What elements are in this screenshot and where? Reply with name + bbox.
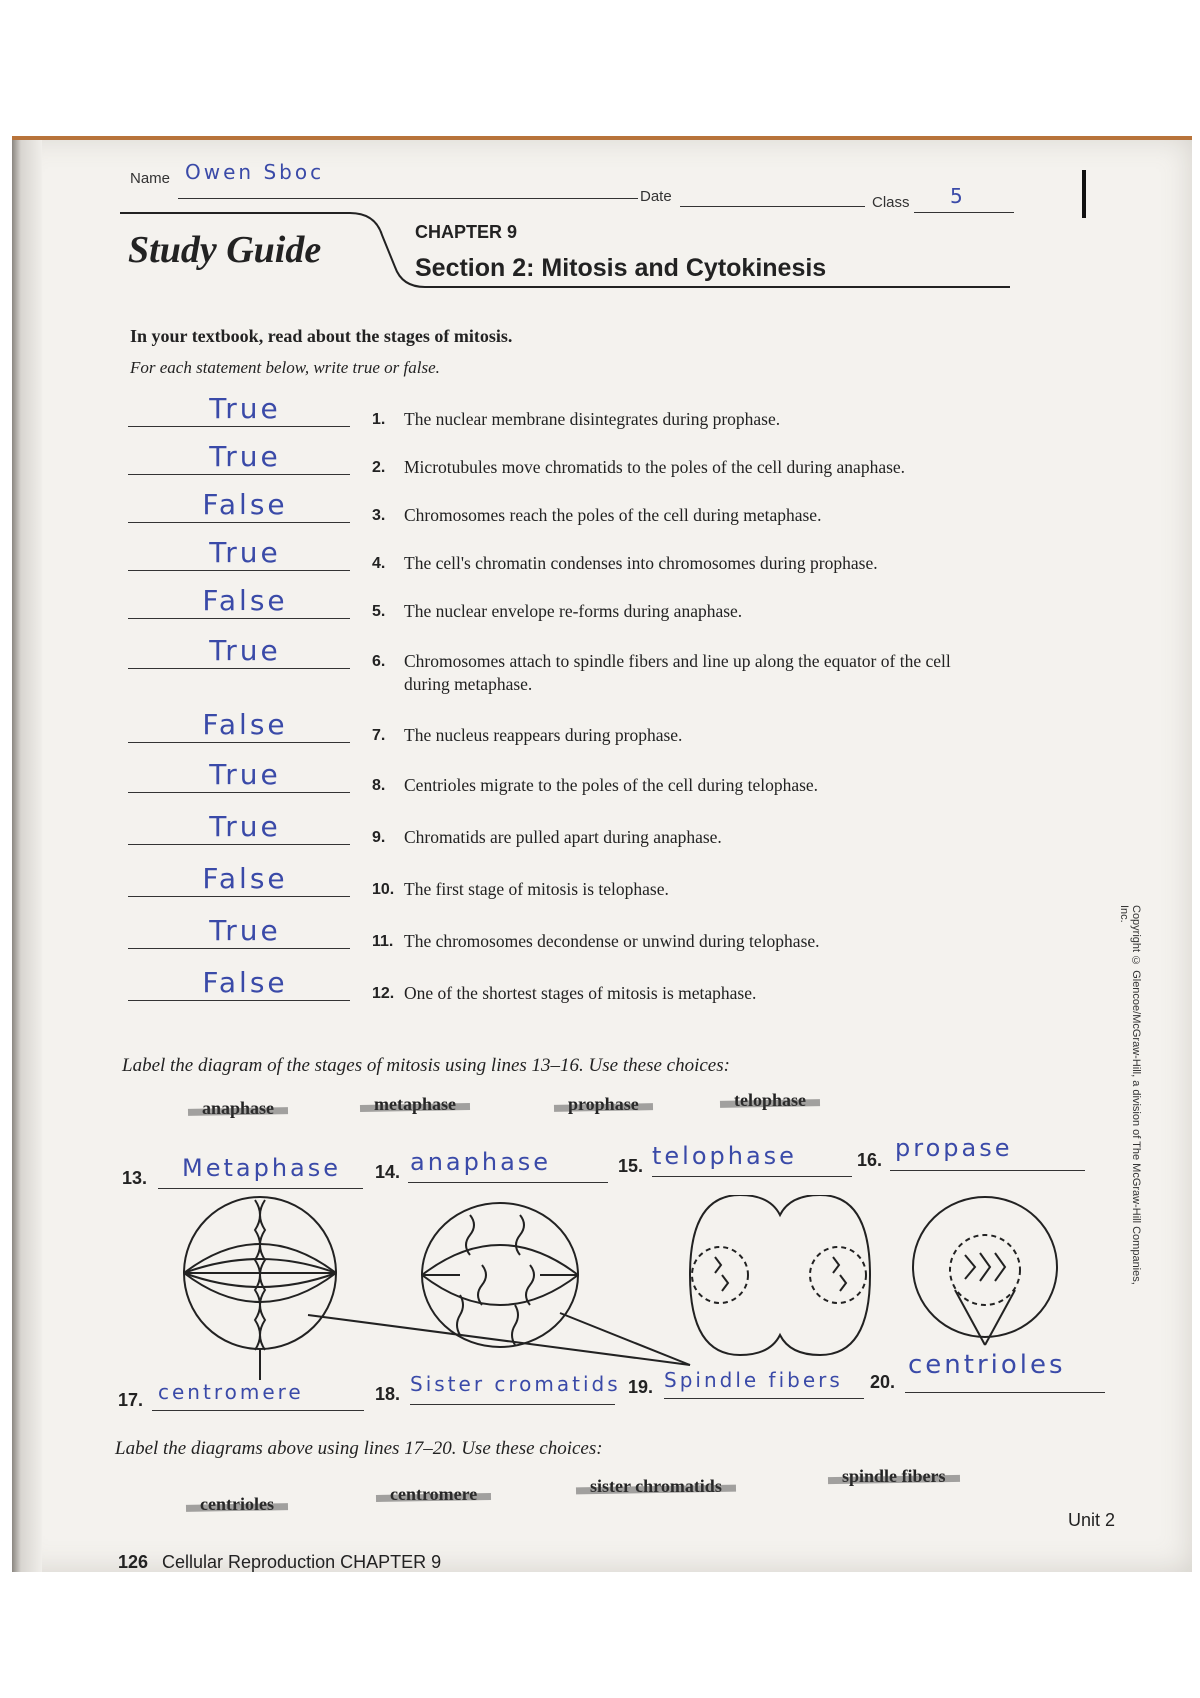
question-2 <box>372 456 992 479</box>
label-13-number: 13. <box>122 1168 148 1188</box>
question-text: Chromatids are pulled apart during anaphase. <box>404 827 722 847</box>
answer-line <box>128 742 350 743</box>
question-number: 12. <box>372 985 395 1002</box>
question-5 <box>372 600 992 623</box>
label-20-answer[interactable]: centrioles <box>908 1350 1066 1380</box>
label-16-answer[interactable]: propase <box>895 1134 1013 1162</box>
question-text: The first stage of mitosis is telophase. <box>404 879 669 899</box>
answer-line <box>128 1000 350 1001</box>
choice-telophase: telophase <box>728 1090 812 1111</box>
answer-line <box>128 792 350 793</box>
anaphase-cell-diagram <box>308 1203 690 1365</box>
question-8 <box>372 774 992 797</box>
label-15-answer[interactable]: telophase <box>652 1142 797 1170</box>
section-title: Section 2: Mitosis and Cytokinesis <box>415 254 827 282</box>
question-text: The nuclear membrane disintegrates during prophase. <box>404 409 781 429</box>
copyright-notice: Copyright © Glencoe/McGraw-Hill, a division of The McGraw-Hill Companies, Inc. <box>1118 905 1142 1285</box>
question-1 <box>372 408 992 431</box>
label-19-answer[interactable]: Spindle fibers <box>664 1368 843 1392</box>
label-17-answer[interactable]: centromere <box>158 1380 304 1404</box>
question-text: Chromosomes reach the poles of the cell during metaphase. <box>404 505 822 525</box>
name-line <box>178 198 638 199</box>
choice-spindle-fibers: spindle fibers <box>836 1466 952 1487</box>
answer-line <box>128 426 350 427</box>
question-10 <box>372 878 992 901</box>
question-number: 4. <box>372 555 386 572</box>
label-16-line <box>890 1170 1085 1171</box>
label-13-answer[interactable]: Metaphase <box>182 1154 342 1182</box>
true-false-instruction: For each statement below, write true or false. <box>130 358 440 377</box>
answer-5[interactable]: False <box>202 584 288 617</box>
label-18-answer[interactable]: Sister cromatids <box>410 1372 621 1396</box>
answer-line <box>128 618 350 619</box>
name-value[interactable]: Owen Sboc <box>185 160 325 184</box>
question-number: 9. <box>372 829 386 846</box>
answer-line <box>128 474 350 475</box>
choice-metaphase: metaphase <box>368 1094 462 1115</box>
label-19-line <box>664 1398 864 1399</box>
question-4 <box>372 552 992 575</box>
question-number: 2. <box>372 459 386 476</box>
answer-line <box>128 570 350 571</box>
question-3 <box>372 504 992 527</box>
choice-anaphase: anaphase <box>196 1098 280 1119</box>
question-text: Microtubules move chromatids to the poles of the cell during anaphase. <box>404 457 906 477</box>
answer-12[interactable]: False <box>202 966 288 999</box>
question-text: Chromosomes attach to spindle fibers and line up along the equator of the cell during metaphase. <box>404 651 951 694</box>
question-7 <box>372 724 992 747</box>
label-13-line <box>158 1188 363 1189</box>
answer-2[interactable]: True <box>209 440 281 473</box>
label-18-number: 18. <box>375 1384 401 1404</box>
corner-mark <box>1082 170 1086 218</box>
question-text: Centrioles migrate to the poles of the cell during telophase. <box>404 775 819 795</box>
name-label: Name <box>130 170 171 187</box>
answer-7[interactable]: False <box>202 708 288 741</box>
label-18-line <box>410 1404 615 1405</box>
question-text: The nuclear envelope re-forms during anaphase. <box>404 601 743 621</box>
question-number: 8. <box>372 777 386 794</box>
answer-line <box>128 522 350 523</box>
chapter-label: CHAPTER 9 <box>415 222 518 242</box>
reading-instruction: In your textbook, read about the stages of mitosis. <box>130 326 513 346</box>
question-number: 10. <box>372 881 395 898</box>
answer-line <box>128 668 350 669</box>
question-11 <box>372 930 992 953</box>
parts-instruction: Label the diagrams above using lines 17–20. Use these choices: <box>115 1438 603 1459</box>
question-9 <box>372 826 992 849</box>
diagram-instruction: Label the diagram of the stages of mitosis using lines 13–16. Use these choices: <box>122 1055 730 1076</box>
running-title: Cellular Reproduction CHAPTER 9 <box>162 1552 442 1572</box>
question-number: 11. <box>372 933 394 950</box>
label-16-number: 16. <box>857 1150 883 1170</box>
page-top-edge <box>12 136 1192 140</box>
label-14-line <box>408 1182 608 1183</box>
question-number: 3. <box>372 507 386 524</box>
question-text: One of the shortest stages of mitosis is metaphase. <box>404 983 757 1003</box>
question-number: 7. <box>372 727 386 744</box>
question-text: The nucleus reappears during prophase. <box>404 725 683 745</box>
question-6 <box>372 650 992 696</box>
question-number: 5. <box>372 603 386 620</box>
answer-1[interactable]: True <box>209 392 281 425</box>
class-label: Class <box>872 194 910 211</box>
date-label: Date <box>640 188 672 205</box>
label-14-number: 14. <box>375 1162 401 1182</box>
class-value[interactable]: 5 <box>950 184 966 208</box>
answer-6[interactable]: True <box>209 634 281 667</box>
question-number: 6. <box>372 653 386 670</box>
telophase-cell-diagram <box>690 1195 870 1355</box>
label-17-line <box>152 1410 364 1411</box>
question-text: The chromosomes decondense or unwind during telophase. <box>404 931 820 951</box>
question-12 <box>372 982 992 1005</box>
question-number: 1. <box>372 411 386 428</box>
study-guide-title: Study Guide <box>128 229 322 271</box>
answer-8[interactable]: True <box>209 758 281 791</box>
question-text: The cell's chromatin condenses into chromosomes during prophase. <box>404 553 878 573</box>
answer-4[interactable]: True <box>209 536 281 569</box>
label-15-number: 15. <box>618 1156 644 1176</box>
label-20-line <box>905 1392 1105 1393</box>
answer-line <box>128 844 350 845</box>
unit-label: Unit 2 <box>1068 1510 1116 1530</box>
page-binding-edge <box>12 136 42 1572</box>
label-14-answer[interactable]: anaphase <box>410 1148 552 1176</box>
answer-line <box>128 896 350 897</box>
answer-10[interactable]: False <box>202 862 288 895</box>
label-19-number: 19. <box>628 1377 654 1397</box>
label-20-number: 20. <box>870 1372 896 1392</box>
prophase-cell-diagram <box>913 1197 1057 1345</box>
answer-3[interactable]: False <box>202 488 288 521</box>
answer-line <box>128 948 350 949</box>
page-number: 126 <box>118 1552 149 1572</box>
label-17-number: 17. <box>118 1390 144 1410</box>
choice-centromere: centromere <box>384 1484 483 1505</box>
choice-centrioles: centrioles <box>194 1494 280 1515</box>
choice-prophase: prophase <box>562 1094 645 1115</box>
choice-sister-chromatids: sister chromatids <box>584 1476 728 1497</box>
label-15-line <box>652 1176 852 1177</box>
metaphase-cell-diagram <box>184 1197 336 1380</box>
answer-9[interactable]: True <box>209 810 281 843</box>
answer-11[interactable]: True <box>209 914 281 947</box>
